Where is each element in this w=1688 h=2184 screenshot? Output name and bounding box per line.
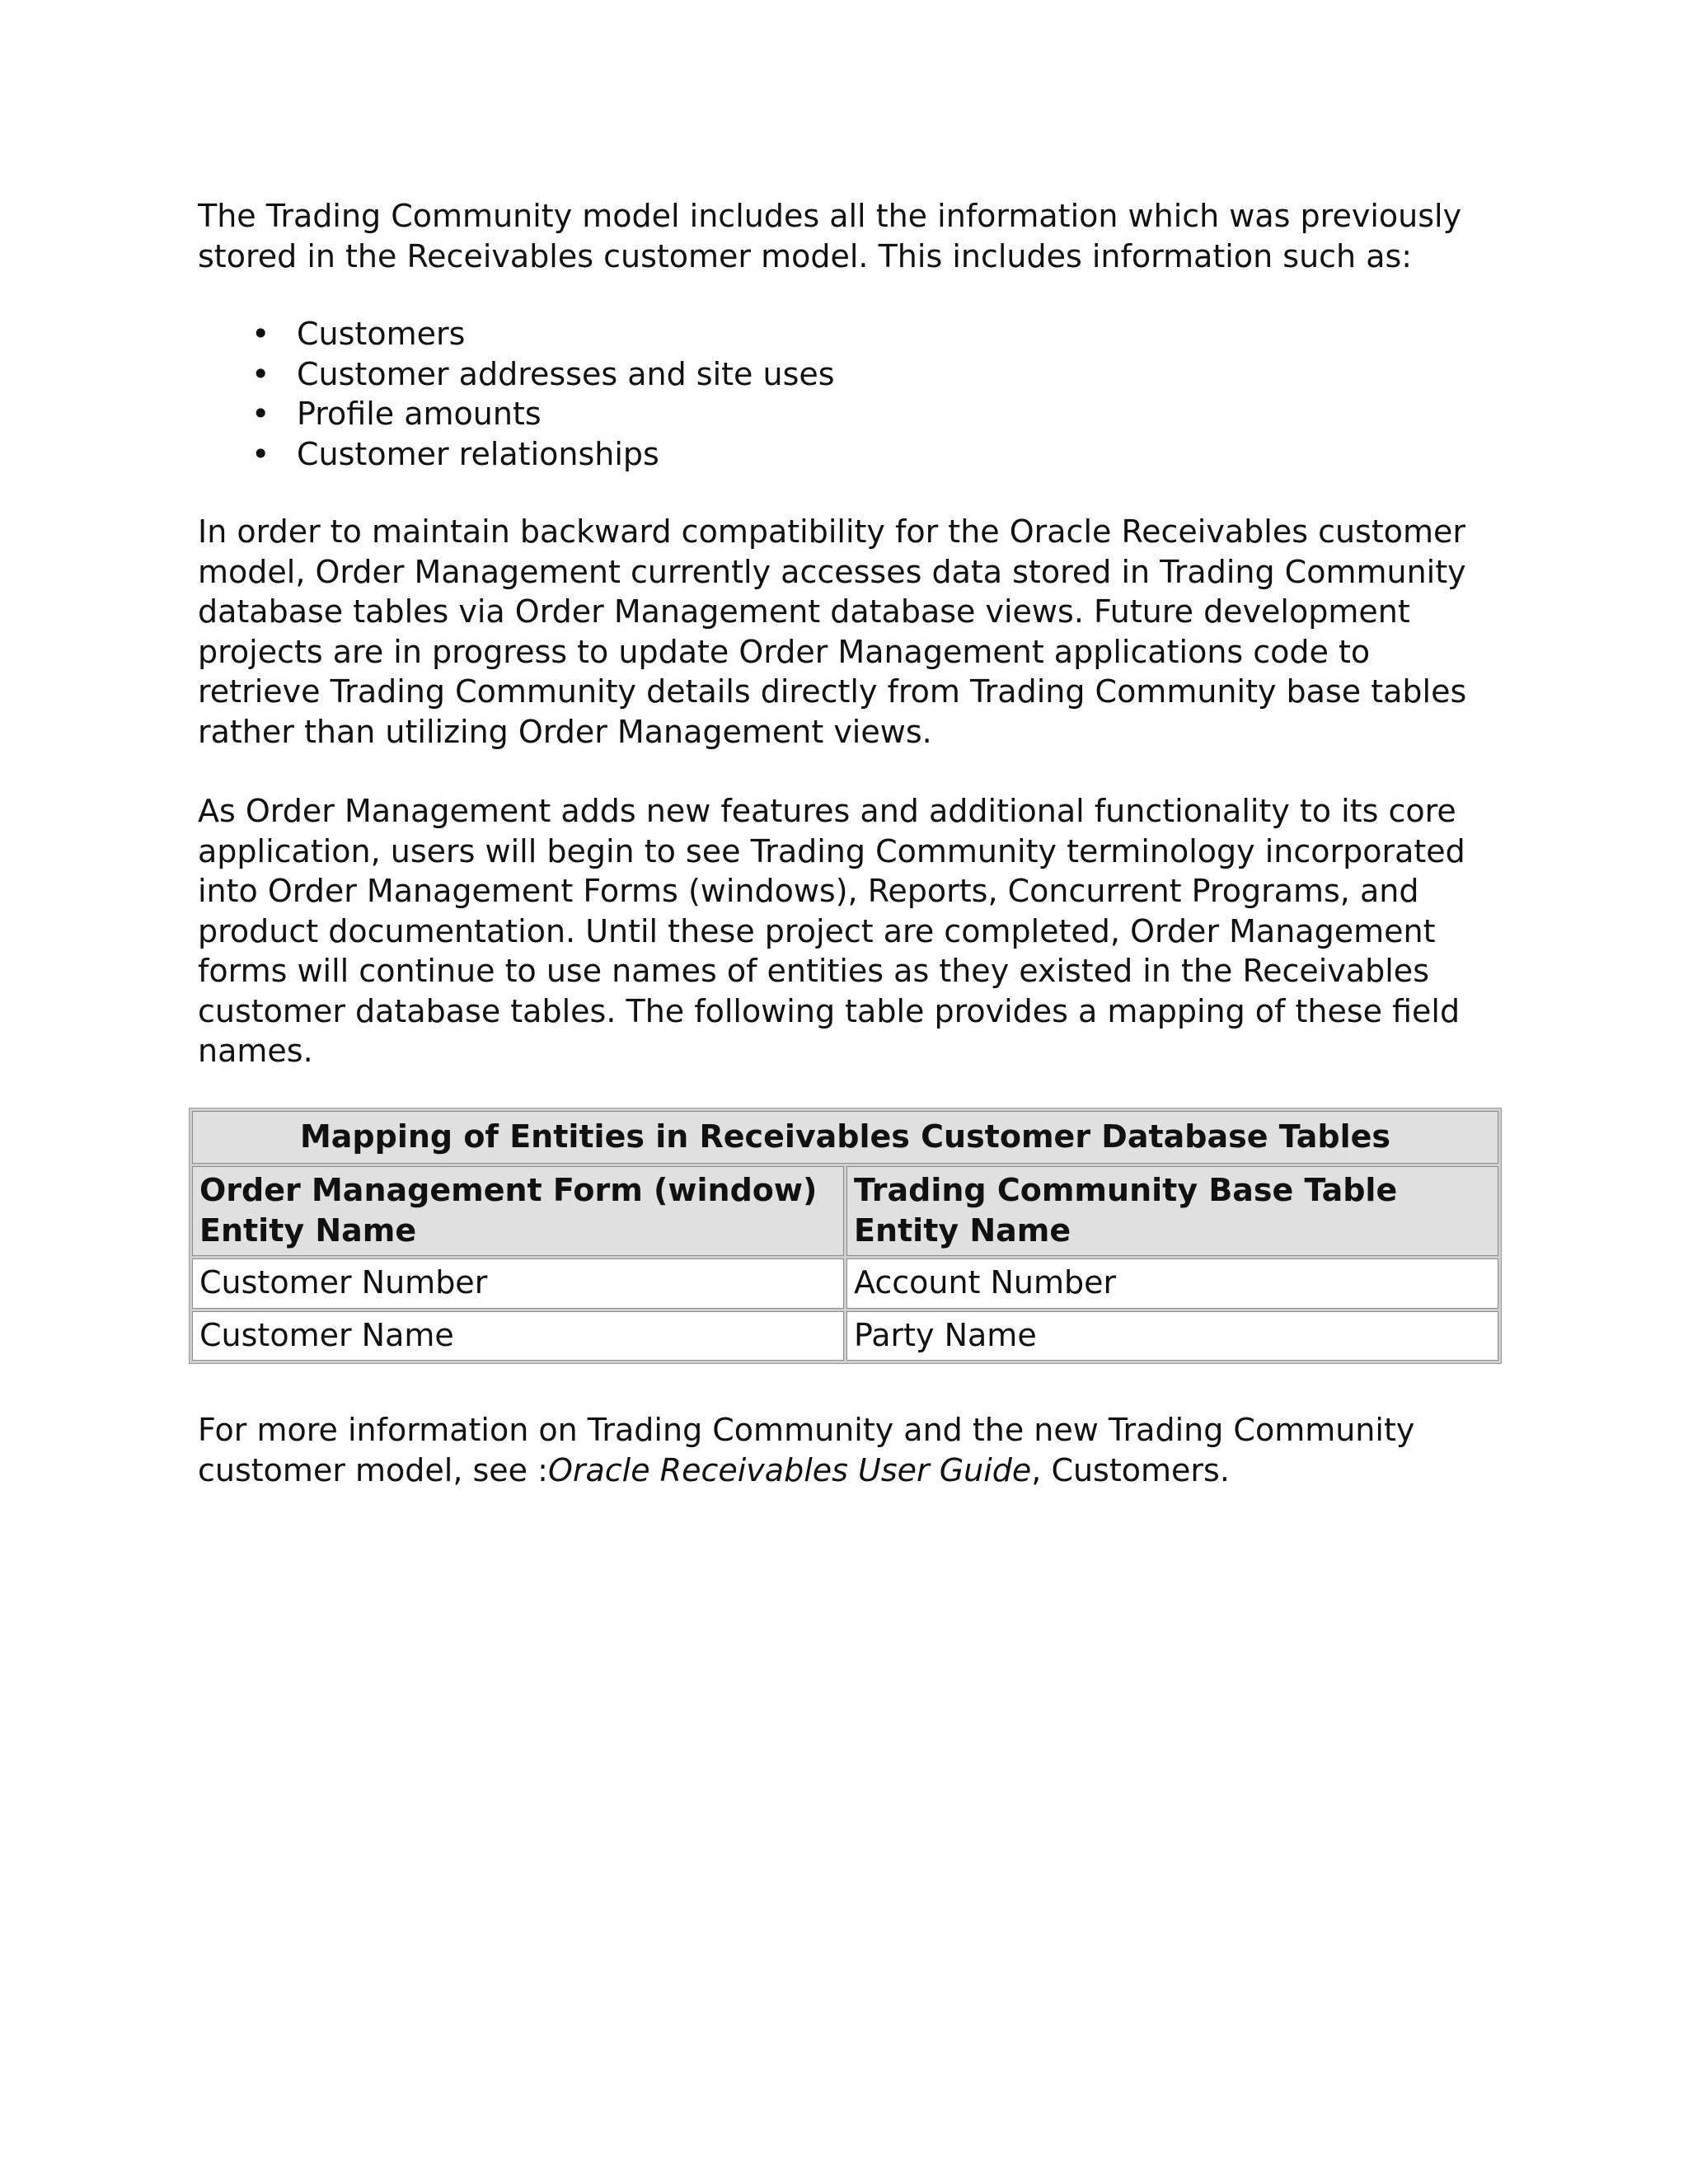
table-cell: Account Number <box>846 1258 1498 1309</box>
guide-title: Oracle Receivables User Guide <box>547 1451 1032 1488</box>
table-cell: Customer Name <box>192 1311 844 1361</box>
info-bullet-list <box>198 314 1500 474</box>
footer-text-before: For more information on Trading Community and the new Trading Community customer model, see : <box>198 1412 1415 1488</box>
table-caption-row <box>192 1111 1498 1165</box>
intro-paragraph: The Trading Community model includes all the information which was previously stored in the Receivables customer model. This includes information such as: <box>198 198 1462 274</box>
column-header-tc-base: Trading Community Base Table Entity Name <box>846 1166 1498 1256</box>
footer-text-after: , Customers. <box>1031 1451 1230 1488</box>
table-cell: Party Name <box>846 1311 1498 1361</box>
table-caption: Mapping of Entities in Receivables Customer Database Tables <box>192 1111 1498 1165</box>
list-item: • Customers <box>297 314 1500 354</box>
table-header-row <box>192 1166 1498 1256</box>
list-item: • Profile amounts <box>297 394 1500 434</box>
column-header-om-form: Order Management Form (window) Entity Name <box>192 1166 844 1256</box>
features-paragraph: As Order Management adds new features and additional functionality to its core application, users will begin to see Trading Community terminology incorporated into Order Management Forms (windows), Reports, Concurrent Programs, and product documentation. Until these project are completed, Order Management forms will continue to use names of entities as they existed in the Receivables customer database tables. The following table provides a mapping of these field names. <box>198 793 1465 1069</box>
table-cell: Customer Number <box>192 1258 844 1309</box>
entity-mapping-table <box>189 1108 1502 1365</box>
table-row <box>192 1258 1498 1309</box>
list-item: • Customer relationships <box>297 434 1500 475</box>
compatibility-paragraph: In order to maintain backward compatibility for the Oracle Receivables customer model, Order Management currently accesses data stored in Trading Community database tables via Order Management database views. Future development projects are in progress to update Order Management applications code to retrieve Trading Community details directly from Trading Community base tables rather than utilizing Order Management views. <box>198 513 1467 750</box>
table-row <box>192 1311 1498 1361</box>
list-item: • Customer addresses and site uses <box>297 354 1500 395</box>
footer-paragraph <box>198 1410 1500 1490</box>
document-page <box>198 196 1500 1490</box>
